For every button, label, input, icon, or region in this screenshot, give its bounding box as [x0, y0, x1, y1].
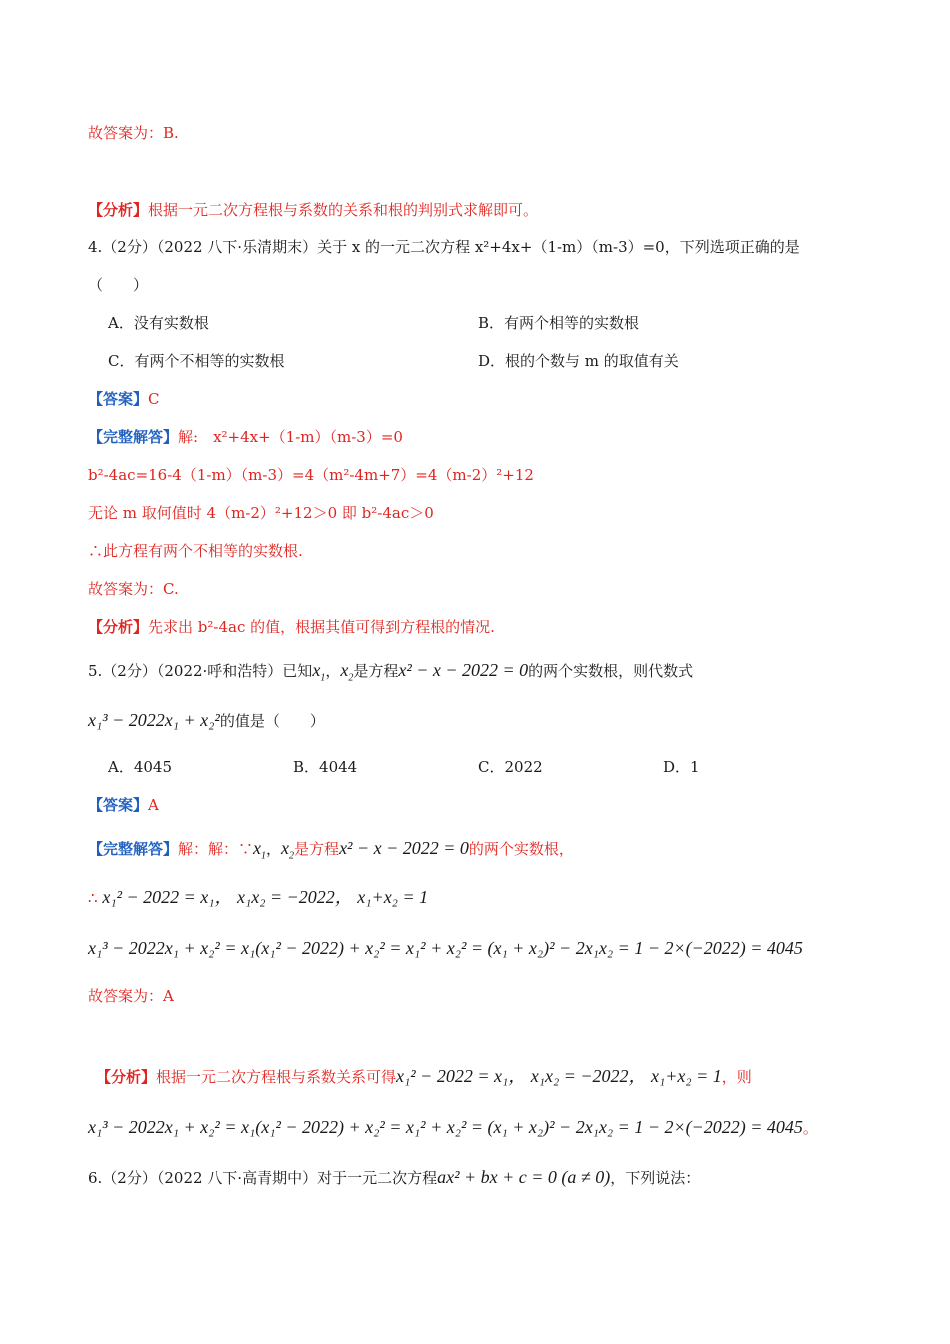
answer-line-b: 故答案为：B.	[88, 124, 179, 142]
q6-stem	[88, 1167, 700, 1188]
q4-option-d: D．根的个数与 m 的取值有关	[478, 352, 679, 370]
q5-solution	[88, 838, 574, 867]
analysis-q3	[88, 200, 538, 220]
solution-c: 是方程	[294, 840, 340, 858]
relations: x₁² − 2022 = x₁， x₁x₂ = −2022， x₁+x₂ = 1	[102, 887, 429, 907]
q5-option-a: A．4045	[108, 758, 173, 776]
analysis-tag: 【分析】	[88, 618, 149, 636]
q4-option-c: C．有两个不相等的实数根	[108, 352, 285, 370]
solution-a: 解：解：∵	[178, 840, 254, 858]
analysis-suffix: ，则	[721, 1068, 752, 1086]
q5-expression-suffix: 的值是（ ）	[219, 712, 325, 730]
expression: x₁³ − 2022x₁ + x₂²	[88, 710, 220, 730]
q4-solution-line2: b²-4ac=16-4（1-m）（m-3）=4（m²-4m+7）=4（m-2）²+12	[88, 466, 534, 484]
q5-analysis-line2	[88, 1117, 818, 1138]
q5-answer	[88, 795, 159, 815]
solution-tag: 【完整解答】	[88, 840, 179, 858]
answer-value: C	[148, 390, 160, 408]
q5-analysis	[96, 1066, 752, 1087]
analysis-text: 根据一元二次方程根与系数关系可得	[156, 1068, 397, 1086]
q5-stem-c: 是方程	[353, 662, 399, 680]
q4-solution	[88, 427, 403, 447]
equation: x² − x − 2022 = 0	[398, 660, 529, 680]
q4-solution-line5: 故答案为：C.	[88, 580, 179, 598]
analysis-tag: 【分析】	[88, 201, 149, 219]
answer-tag: 【答案】	[88, 796, 149, 814]
q4-option-b: B．有两个相等的实数根	[478, 314, 640, 332]
analysis-derivation: x₁³ − 2022x₁ + x₂² = x₁(x₁² − 2022) + x₂² = x₁² + x₂² = (x₁ + x₂)² − 2x₁x₂ = 1 − 2×(−2022) = 4045	[88, 1117, 803, 1137]
q4-option-a: A．没有实数根	[108, 314, 209, 332]
q5-solution-line4: 故答案为：A	[88, 987, 174, 1005]
q6-stem-b: ，下列说法：	[610, 1169, 701, 1187]
q4-blank: （ ）	[88, 276, 149, 294]
q4-answer	[88, 389, 160, 409]
q5-option-c: C．2022	[478, 758, 543, 776]
q4-stem: 4.（2分）（2022 八下·乐清期末）关于 x 的一元二次方程 x²+4x+（1-m）（m-3）=0，下列选项正确的是	[88, 238, 800, 256]
var-x1: $x_1$	[312, 660, 326, 684]
q5-expression-line	[88, 710, 325, 731]
solution-d: 的两个实数根，	[468, 840, 574, 858]
therefore-symbol: ∴	[88, 889, 98, 907]
q5-option-d: D．1	[663, 758, 700, 776]
answer-value: A	[148, 796, 159, 814]
q5-solution-line3	[88, 938, 803, 959]
q5-stem	[88, 660, 693, 689]
analysis-math: x₁² − 2022 = x₁， x₁x₂ = −2022， x₁+x₂ = 1	[396, 1066, 722, 1086]
q5-stem-b: ，	[325, 662, 341, 680]
var-x1: $x_1$	[253, 838, 267, 862]
answer-tag: 【答案】	[88, 390, 149, 408]
solution-text: 解: x²+4x+（1-m）（m-3）=0	[178, 428, 403, 446]
solution-tag: 【完整解答】	[88, 428, 179, 446]
equation: x² − x − 2022 = 0	[339, 838, 469, 858]
solution-b: ，	[266, 840, 282, 858]
derivation: x₁³ − 2022x₁ + x₂² = x₁(x₁² − 2022) + x₂² = x₁² + x₂² = (x₁ + x₂)² − 2x₁x₂ = 1 − 2×(−2022) = 4045	[88, 938, 803, 958]
var-x2: $x_2$	[340, 660, 354, 684]
q5-stem-d: 的两个实数根，则代数式	[528, 662, 694, 680]
q5-option-b: B．4044	[293, 758, 358, 776]
analysis-tag: 【分析】	[96, 1068, 157, 1086]
q4-analysis	[88, 617, 495, 637]
q4-solution-line4: ∴此方程有两个不相等的实数根.	[88, 542, 303, 560]
var-x2: $x_2$	[281, 838, 295, 862]
analysis-text: 根据一元二次方程根与系数的关系和根的判别式求解即可。	[148, 201, 539, 219]
analysis-text: 先求出 b²-4ac 的值，根据其值可得到方程根的情况.	[148, 618, 495, 636]
q5-stem-a: 5.（2分）（2022·呼和浩特）已知	[88, 662, 313, 680]
q4-solution-line3: 无论 m 取何值时 4（m-2）²+12＞0 即 b²-4ac＞0	[88, 504, 434, 522]
q6-stem-a: 6.（2分）（2022 八下·高青期中）对于一元二次方程	[88, 1169, 438, 1187]
analysis-end: 。	[802, 1119, 818, 1137]
q6-equation: ax² + bx + c = 0 (a ≠ 0)	[437, 1167, 611, 1187]
q5-solution-line2	[88, 887, 428, 908]
